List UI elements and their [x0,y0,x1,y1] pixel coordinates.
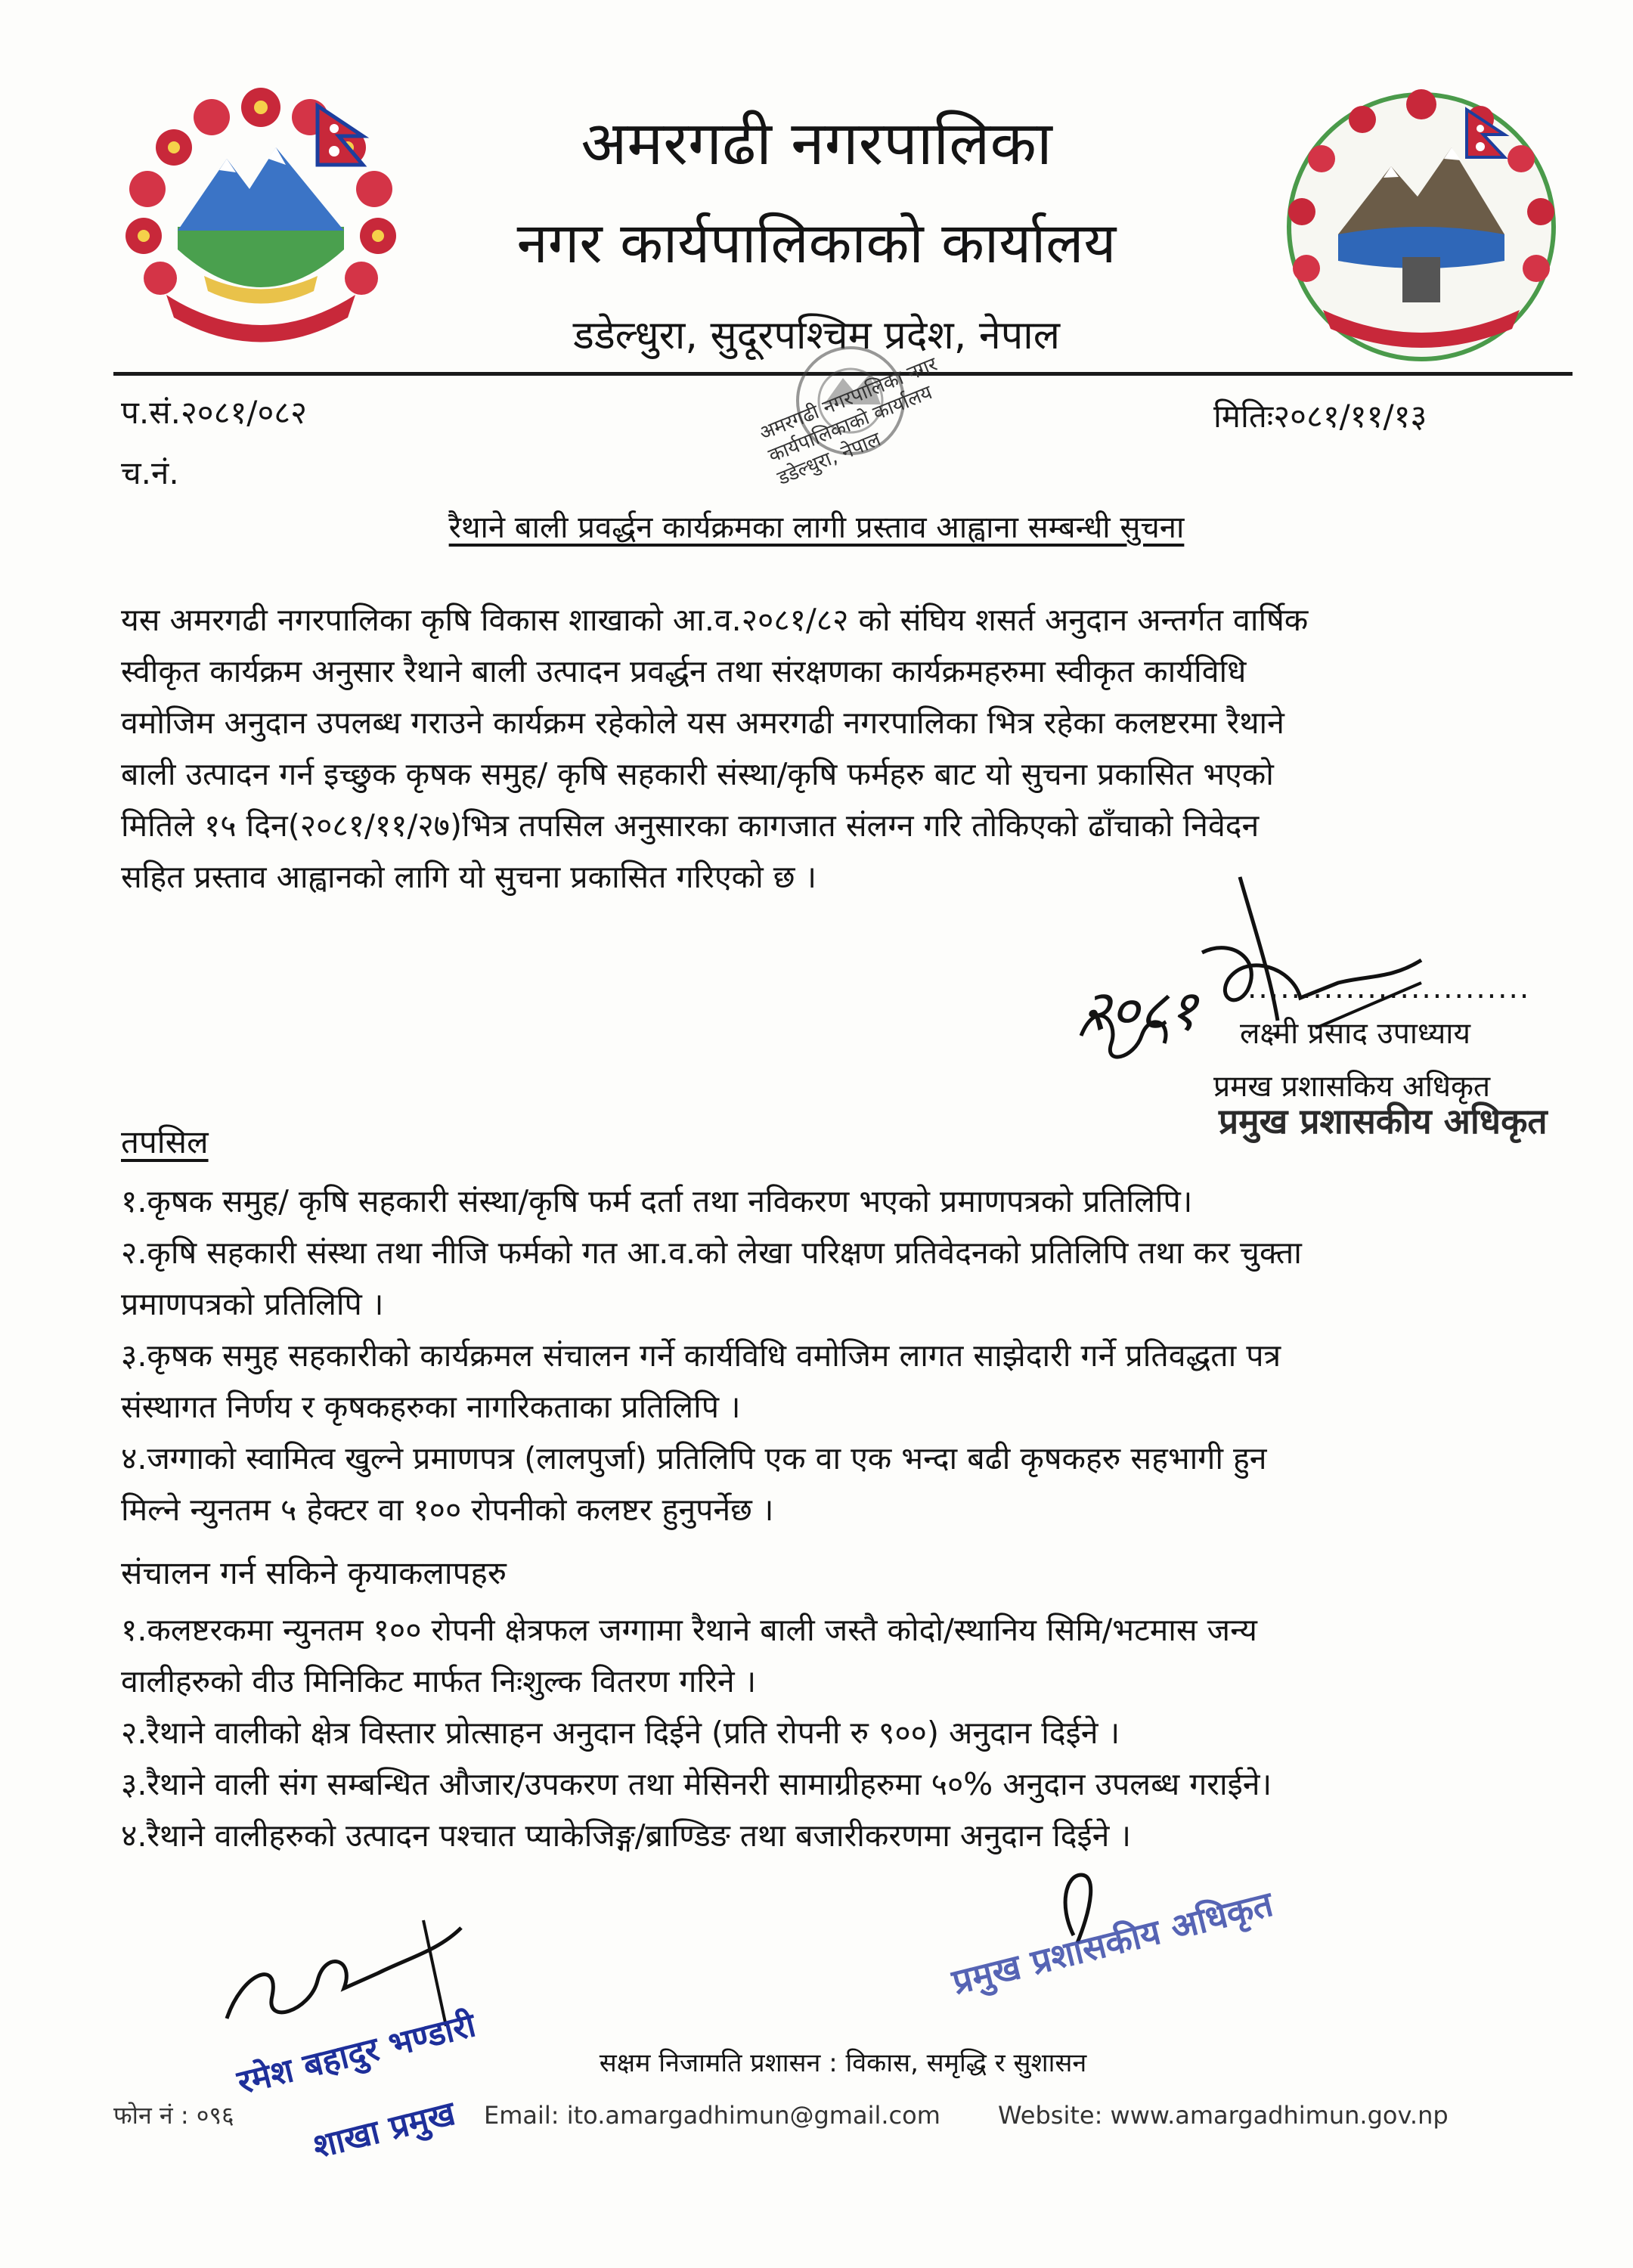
body-line: सहित प्रस्ताव आह्वानको लागि यो सुचना प्रकासित गरिएको छ । [121,859,817,895]
activities-list [121,1604,1550,1861]
notice-subject [0,510,1633,545]
footer-phone: फोन नं : ०९६ [113,2101,234,2130]
list-item: वालीहरुको वीउ मिनिकिट मार्फत निःशुल्क वितरण गरिने । [121,1663,757,1699]
handwritten-signature [1066,847,1459,1089]
office-subtitle: नगर कार्यपालिकाको कार्यालय [516,211,1117,276]
office-seal-text: अमरगढी नगरपालिका नगर कार्यपालिकाको कार्यालय डडेल्धुरा, नेपाल [756,353,940,491]
tapasil-list [121,1176,1550,1535]
activities-heading: संचालन गर्न सकिने कृयाकलापहरु [121,1554,507,1591]
municipality-title: अमरगढी नगरपालिका [581,108,1052,178]
body-line: यस अमरगढी नगरपालिका कृषि विकास शाखाको आ.व.२०८१/८२ को संघिय शसर्त अनुदान अन्तर्गत वार्षिक [121,602,1309,638]
list-item: ३.रैथाने वाली संग सम्बन्धित औजार/उपकरण तथा मेसिनरी सामाग्रीहरुमा ५०% अनुदान उपलब्ध गराईने। [121,1766,1272,1802]
tapasil-heading-text: तपसिल [121,1123,209,1160]
list-item: प्रमाणपत्रको प्रतिलिपि । [121,1286,384,1322]
body-line: स्वीकृत कार्यक्रम अनुसार रैथाने बाली उत्पादन प्रवर्द्धन तथा संरक्षणका कार्यक्रमहरुमा स्वीकृत कार्यविधि [121,653,1247,689]
list-item: १.कलष्टरकमा न्युनतम १०० रोपनी क्षेत्रफल जग्गामा रैथाने बाली जस्तै कोदो/स्थानिय सिमि/भटमास जन्य [121,1612,1257,1648]
body-line: वमोजिम अनुदान उपलब्ध गराउने कार्यक्रम रहेकोले यस अमरगढी नगरपालिका भित्र रहेका कलष्टरमा रैथाने [121,705,1284,741]
footer-motto: सक्षम निजामति प्रशासन : विकास, समृद्धि र सुशासन [599,2048,1087,2078]
dispatch-number: च.नं. [121,454,179,491]
list-item: संस्थागत निर्णय र कृषकहरुका नागरिकताका प्रतिलिपि । [121,1389,741,1425]
signatory-name: लक्ष्मी प्रसाद उपाध्याय [1240,1017,1471,1051]
footer-website: Website: www.amargadhimun.gov.np [998,2101,1449,2130]
tapasil-heading [121,1123,209,1160]
signature-dots: .......................... [1247,971,1531,1005]
body-line: मितिले १५ दिन(२०८१/११/२७)भित्र तपसिल अनुसारका कागजात संलग्न गरि तोकिएको ढाँचाको निवेदन [121,807,1260,844]
letter-date: मितिः२०८१/११/१३ [1213,398,1427,435]
footer-email: Email: ito.amargadhimun@gmail.com [484,2101,940,2130]
section-head-title-stamp: शाखा प्रमुख [309,2093,460,2167]
body-line: बाली उत्पादन गर्न इच्छुक कृषक समुह/ कृषि सहकारी संस्था/कृषि फर्महरु बाट यो सुचना प्रकासित भएको [121,756,1274,792]
list-item: ३.कृषक समुह सहकारीको कार्यक्रमल संचालन गर्ने कार्यविधि वमोजिम लागत साझेदारी गर्ने प्रतिवद्धता पत्र [121,1337,1281,1374]
signatory-designation: प्रमख प्रशासकिय अधिकृत [1213,1070,1491,1104]
list-item: २.कृषि सहकारी संस्था तथा नीजि फर्मको गत आ.व.को लेखा परिक्षण प्रतिवेदनको प्रतिलिपि तथा कर चुक्ता [121,1235,1302,1271]
section-head-name-stamp: रमेश बहादुर भण्डारी [234,2006,480,2102]
office-address: डडेल्धुरा, सुदूरपश्चिम प्रदेश, नेपाल [573,313,1060,358]
list-item: ४.रैथाने वालीहरुको उत्पादन पश्चात प्याकेजिङ्ग/ब्राण्डिङ तथा बजारीकरणमा अनुदान दिईने । [121,1817,1132,1854]
list-item: १.कृषक समुह/ कृषि सहकारी संस्था/कृषि फर्म दर्ता तथा नविकरण भएको प्रमाणपत्रको प्रतिलिपि। [121,1183,1193,1219]
officer-title-stamp: प्रमुख प्रशासकीय अधिकृत [948,1882,1277,2003]
section-head-signature [212,1905,529,2041]
list-item: ४.जग्गाको स्वामित्व खुल्ने प्रमाणपत्र (लालपुर्जा) प्रतिलिपि एक वा एक भन्दा बढी कृषकहरु सहभागी हुन [121,1440,1267,1476]
signature-date-handwritten: २०८१ [1081,978,1198,1043]
reference-number: प.सं.२०८१/०८२ [121,394,307,431]
list-item: २.रैथाने वालीको क्षेत्र विस्तार प्रोत्साहन अनुदान दिईने (प्रति रोपनी रु ९००) अनुदान दिईने । [121,1715,1120,1751]
list-item: मिल्ने न्युनतम ५ हेक्टर वा १०० रोपनीको कलष्टर हुनुपर्नेछ । [121,1492,774,1528]
designation-rubber-stamp: प्रमुख प्रशासकीय अधिकृत [1219,1101,1548,1142]
notice-subject-text: रैथाने बाली प्रवर्द्धन कार्यक्रमका लागी प्रस्ताव आह्वाना सम्बन्धी सुचना [448,510,1185,545]
